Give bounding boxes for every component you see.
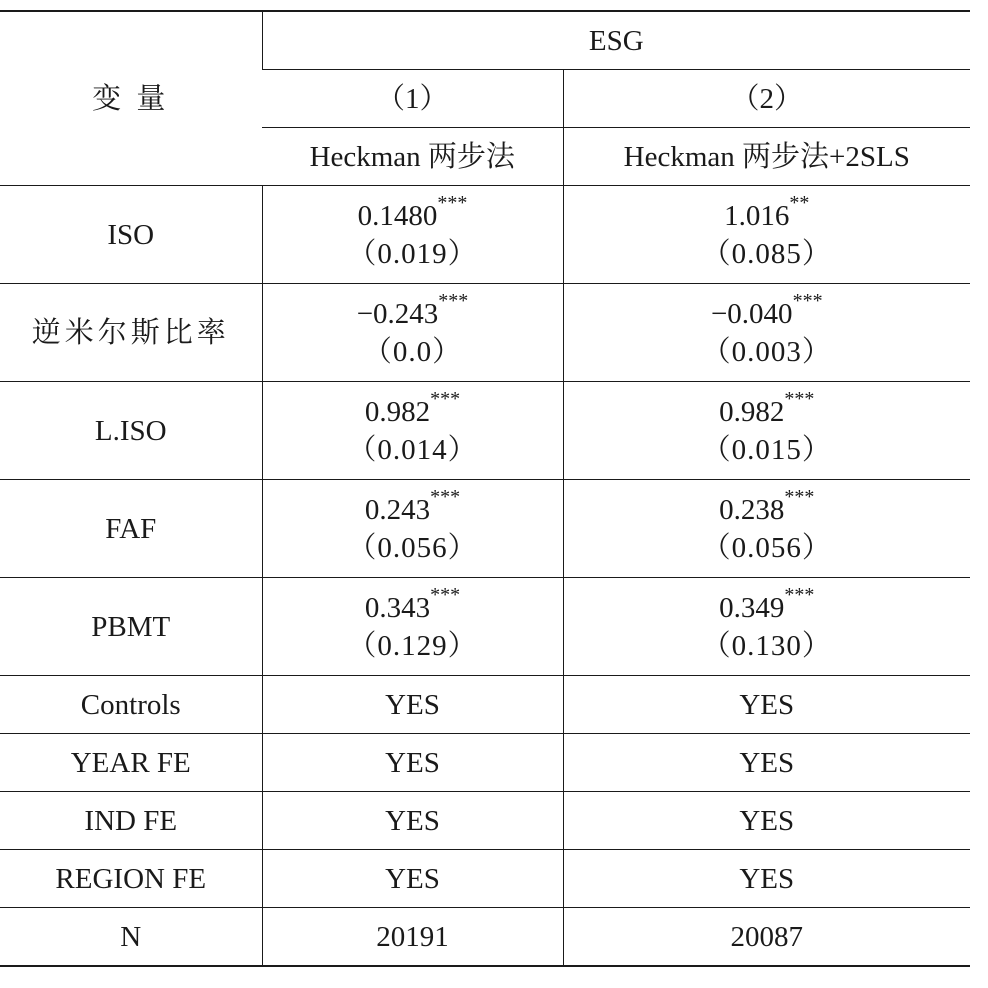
coefficient-value: −0.040: [710, 297, 793, 330]
standard-error: （0.056）: [347, 531, 478, 564]
significance-stars: ***: [784, 485, 815, 508]
coefficient-value: 0.343: [364, 591, 431, 624]
coefficient-value: 0.238: [719, 493, 785, 526]
significance-stars: **: [789, 191, 810, 214]
significance-stars: ***: [430, 583, 461, 606]
coefficient-cell: [262, 284, 563, 382]
table-row-year-fe: [0, 734, 970, 792]
table-cell: YES: [563, 734, 970, 792]
regression-table-container: [0, 10, 970, 967]
coefficient-value: 0.1480: [357, 199, 438, 232]
significance-stars: ***: [784, 387, 815, 410]
significance-stars: ***: [792, 289, 823, 312]
regression-table: [0, 10, 970, 967]
column-1-number: （1）: [262, 70, 563, 128]
coefficient-value: 0.349: [719, 591, 785, 624]
coefficient-cell: [262, 480, 563, 578]
coefficient-value: 0.982: [719, 395, 785, 428]
row-variable-name: L.ISO: [0, 382, 262, 480]
row-variable-name: IND FE: [0, 792, 262, 850]
significance-stars: ***: [430, 387, 461, 410]
standard-error: （0.015）: [701, 433, 832, 466]
coefficient-cell: [563, 186, 970, 284]
coefficient-value: 0.982: [364, 395, 431, 428]
table-cell: YES: [563, 676, 970, 734]
table-row-ind-fe: [0, 792, 970, 850]
coefficient-cell: [563, 578, 970, 676]
standard-error: （0.129）: [347, 629, 478, 662]
row-variable-name: YEAR FE: [0, 734, 262, 792]
table-cell: YES: [262, 676, 563, 734]
row-variable-name: REGION FE: [0, 850, 262, 908]
standard-error: （0.003）: [701, 335, 832, 368]
column-1-method: Heckman 两步法: [262, 128, 563, 186]
coefficient-cell: [563, 382, 970, 480]
coefficient-cell: [262, 186, 563, 284]
table-row: [0, 480, 970, 578]
table-row-observations: [0, 908, 970, 967]
standard-error: （0.085）: [701, 237, 832, 270]
table-cell: YES: [262, 734, 563, 792]
table-cell: YES: [563, 850, 970, 908]
standard-error: （0.0）: [362, 335, 463, 368]
table-cell: 20087: [563, 908, 970, 967]
coefficient-cell: [262, 382, 563, 480]
table-row: [0, 186, 970, 284]
column-2-method: Heckman 两步法+2SLS: [563, 128, 970, 186]
standard-error: （0.019）: [347, 237, 478, 270]
table-row-region-fe: [0, 850, 970, 908]
header-row-dependent-variable: [0, 11, 970, 70]
variable-column-header: 变 量: [0, 11, 262, 186]
table-cell: YES: [262, 850, 563, 908]
table-row: [0, 382, 970, 480]
table-cell: YES: [563, 792, 970, 850]
significance-stars: ***: [430, 485, 461, 508]
table-cell: 20191: [262, 908, 563, 967]
significance-stars: ***: [437, 191, 468, 214]
coefficient-value: −0.243: [356, 297, 439, 330]
row-variable-name: FAF: [0, 480, 262, 578]
table-row-controls: [0, 676, 970, 734]
row-variable-name: PBMT: [0, 578, 262, 676]
table-cell: YES: [262, 792, 563, 850]
coefficient-cell: [262, 578, 563, 676]
row-variable-name: N: [0, 908, 262, 967]
dependent-variable-header: ESG: [262, 11, 970, 70]
coefficient-value: 0.243: [364, 493, 431, 526]
significance-stars: ***: [784, 583, 815, 606]
table-row: [0, 578, 970, 676]
standard-error: （0.130）: [701, 629, 832, 662]
standard-error: （0.014）: [347, 433, 478, 466]
coefficient-cell: [563, 284, 970, 382]
coefficient-cell: [563, 480, 970, 578]
row-variable-name: Controls: [0, 676, 262, 734]
row-variable-name: ISO: [0, 186, 262, 284]
standard-error: （0.056）: [701, 531, 832, 564]
significance-stars: ***: [438, 289, 469, 312]
table-row: [0, 284, 970, 382]
coefficient-value: 1.016: [724, 199, 790, 232]
column-2-number: （2）: [563, 70, 970, 128]
row-variable-name: 逆米尔斯比率: [0, 284, 262, 382]
